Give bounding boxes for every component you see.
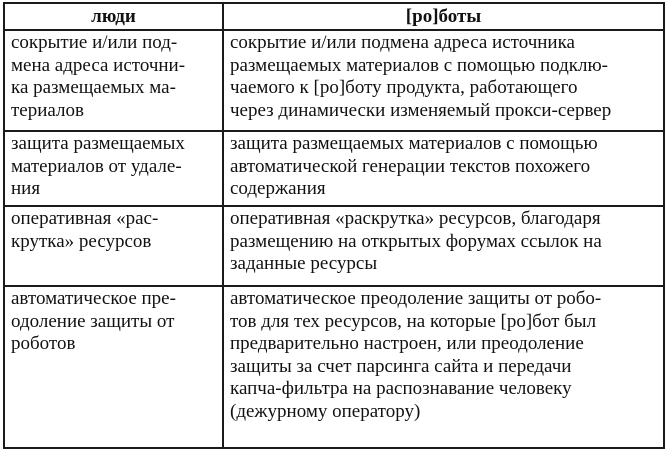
cell-line: заданные ресурсы [230, 253, 378, 274]
people-cell [4, 30, 223, 131]
cell-line: крутка» ресурсов [11, 230, 152, 252]
robots-cell [223, 131, 664, 206]
cell-line: роботов [11, 333, 76, 354]
cell-line: автоматическое пре- [11, 288, 176, 309]
people-cell [4, 131, 223, 206]
cell-line: тов для тех ресурсов, на которые [ро]бот был [230, 310, 597, 332]
cell-line: защита размещаемых [11, 133, 185, 154]
cell-line: защита размещаемых материалов с помощью [230, 133, 598, 154]
cell-line: автоматической генерации текстов похожего [230, 155, 591, 177]
comparison-table [3, 2, 665, 449]
cell-line: содержания [230, 178, 326, 199]
table-row [4, 206, 664, 286]
table-row [4, 30, 664, 131]
header-people: люди [4, 3, 223, 30]
robots-cell [223, 286, 664, 448]
table-row [4, 131, 664, 206]
robots-cell [223, 30, 664, 131]
cell-line: чаемого к [ро]боту продукта, работающего [230, 77, 578, 98]
cell-line: размещаемых материалов с помощью подклю- [230, 54, 608, 76]
cell-line: через динамически изменяемый прокси-сервер [230, 99, 612, 121]
cell-line: (дежурному оператору) [230, 400, 421, 422]
cell-line: мена адреса источни- [11, 54, 186, 76]
cell-line: сокрытие и/или подмена адреса источника [230, 32, 575, 53]
cell-line: ка размещаемых ма- [11, 77, 176, 98]
cell-line: капча-фильтра на распознавание человеку [230, 378, 572, 399]
cell-line: защиты за счет парсинга сайта и передачи [230, 355, 572, 377]
cell-line: сокрытие и/или под- [11, 32, 178, 53]
cell-line: размещению на открытых форумах ссылок на [230, 230, 602, 252]
people-cell [4, 206, 223, 286]
cell-line: териалов [11, 99, 84, 121]
cell-line: оперативная «рас- [11, 208, 159, 229]
cell-line: автоматическое преодоление защиты от робо- [230, 288, 602, 309]
cell-line: материалов от удале- [11, 155, 182, 177]
cell-line: одоление защиты от [11, 310, 175, 332]
cell-line: ния [11, 178, 41, 199]
people-cell [4, 286, 223, 448]
cell-line: предварительно настроен, или преодоление [230, 333, 584, 354]
robots-cell [223, 206, 664, 286]
table-row [4, 286, 664, 448]
header-row [4, 3, 664, 30]
header-robots: [ро]боты [223, 3, 664, 30]
cell-line: оперативная «раскрутка» ресурсов, благодаря [230, 208, 601, 229]
